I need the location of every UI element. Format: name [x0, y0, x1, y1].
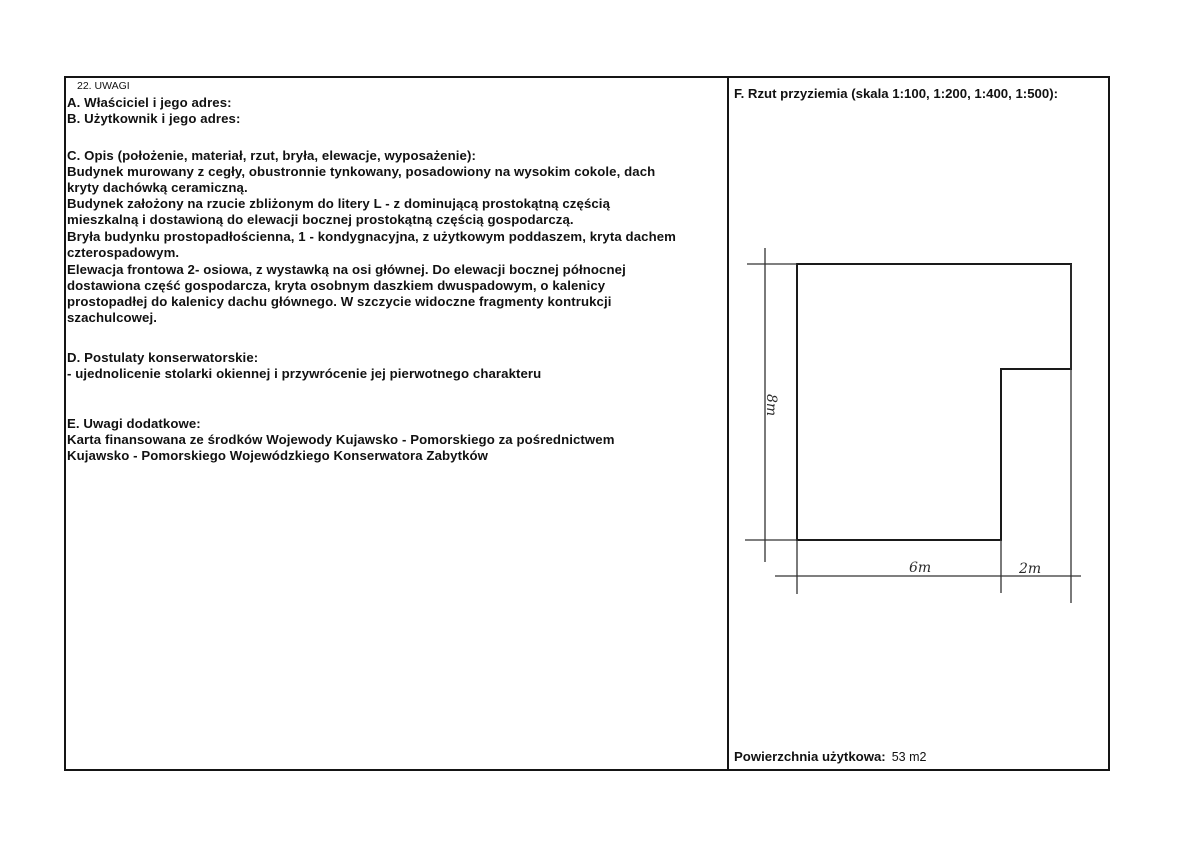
- floor-plan-title: F. Rzut przyziemia (skala 1:100, 1:200, 1:400, 1:500):: [734, 86, 1058, 101]
- additional-label: E. Uwagi dodatkowe:: [67, 416, 201, 431]
- description-line: mieszkalną i dostawioną do elewacji bocznej prostokątną częścią gospodarczą.: [67, 212, 574, 227]
- main-width-dimension-label: 6m: [909, 560, 932, 576]
- description-line: Bryła budynku prostopadłościenna, 1 - kondygnacyjna, z użytkowym poddaszem, kryta dachem: [67, 229, 676, 244]
- conservation-label: D. Postulaty konserwatorskie:: [67, 350, 259, 365]
- floor-plan-panel: [729, 78, 1108, 769]
- additional-line: Karta finansowana ze środków Wojewody Kujawsko - Pomorskiego za pośrednictwem: [67, 432, 615, 447]
- conservation-line: - ujednolicenie stolarki okiennej i przywrócenie jej pierwotnego charakteru: [67, 366, 542, 381]
- usable-area-label: Powierzchnia użytkowa:: [734, 749, 886, 764]
- description-label: C. Opis (położenie, materiał, rzut, bryła, elewacje, wyposażenie):: [67, 148, 476, 163]
- record-sheet: [64, 76, 1110, 771]
- height-dimension-label: 8m: [763, 394, 779, 417]
- description-line: prostopadłej do kalenicy dachu głównego. W szczycie widoczne fragmenty kontrukcji: [67, 294, 612, 309]
- description-line: szachulcowej.: [67, 310, 157, 325]
- user-label: B. Użytkownik i jego adres:: [67, 111, 241, 126]
- annex-width-dimension-label: 2m: [1019, 561, 1042, 577]
- usable-area-row: [734, 749, 926, 764]
- additional-line: Kujawsko - Pomorskiego Wojewódzkiego Konserwatora Zabytków: [67, 448, 489, 463]
- section-number: 22. UWAGI: [77, 80, 130, 92]
- owner-label: A. Właściciel i jego adres:: [67, 95, 232, 110]
- description-line: kryty dachówką ceramiczną.: [67, 180, 248, 195]
- description-line: czterospadowym.: [67, 245, 180, 260]
- building-outline: [797, 264, 1071, 540]
- remarks-panel: [66, 78, 729, 769]
- usable-area-value: 53 m2: [891, 750, 927, 764]
- description-line: Budynek założony na rzucie zbliżonym do litery L - z dominującą prostokątną częścią: [67, 196, 611, 211]
- description-line: Elewacja frontowa 2- osiowa, z wystawką na osi głównej. Do elewacji bocznej północnej: [67, 262, 626, 277]
- description-line: Budynek murowany z cegły, obustronnie tynkowany, posadowiony na wysokim cokole, dach: [67, 164, 656, 179]
- floor-plan-drawing: [729, 78, 1109, 698]
- description-line: dostawiona część gospodarcza, kryta osobnym daszkiem dwuspadowym, o kalenicy: [67, 278, 606, 293]
